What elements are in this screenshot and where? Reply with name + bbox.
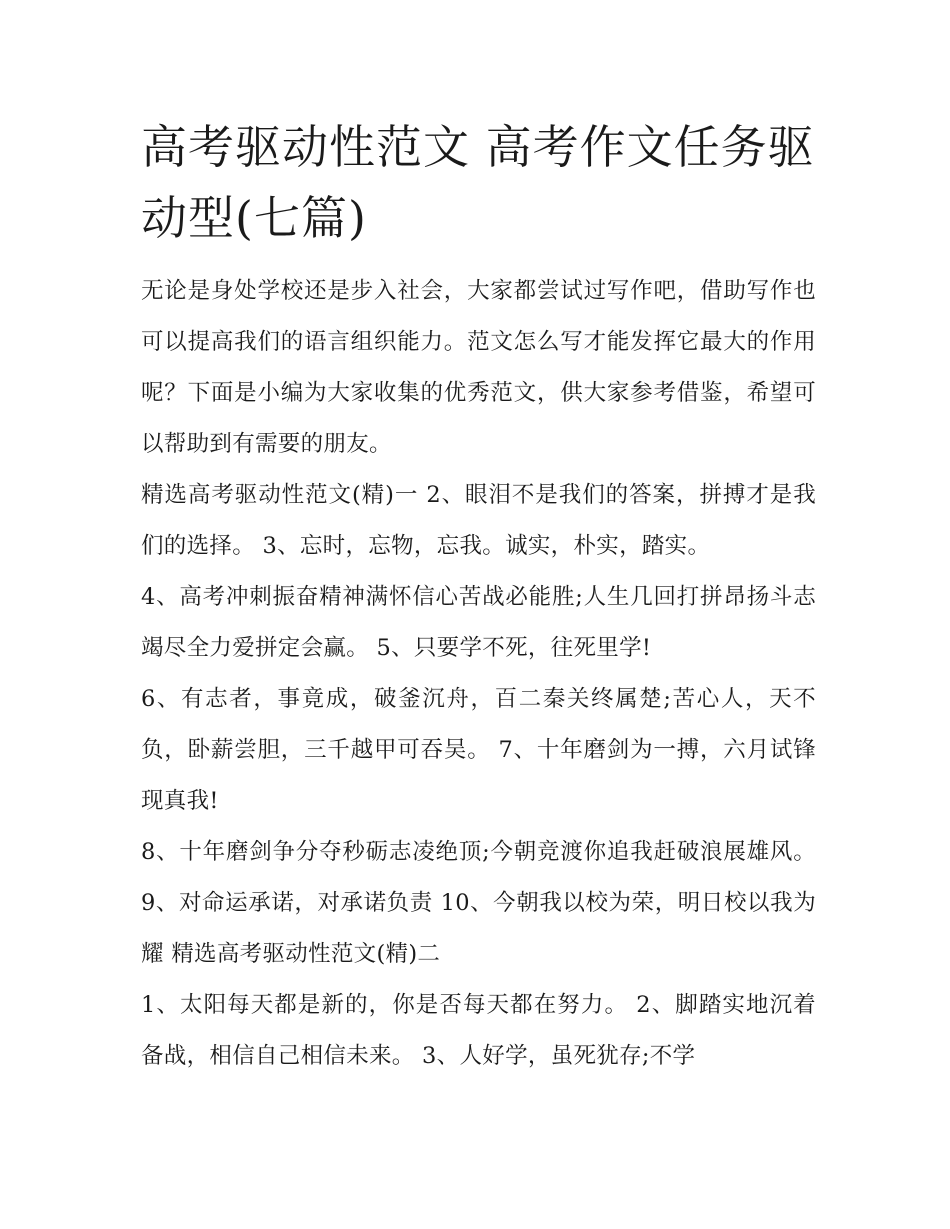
intro-paragraph: 无论是身处学校还是步入社会，大家都尝试过写作吧，借助写作也可以提高我们的语言组织能力。范文怎么写才能发挥它最大的作用呢？下面是小编为大家收集的优秀范文，供大家参考借鉴，希望可以帮助到有需要的朋友。 [141,278,816,457]
body-paragraph: 精选高考驱动性范文(精)一 2、眼泪不是我们的答案，拼搏才是我们的选择。 3、忘时，忘物，忘我。诚实，朴实，踏实。 [141,482,816,559]
document-page [141,112,816,1082]
document-title: 高考驱动性范文 高考作文任务驱动型(七篇) [141,120,815,245]
document-body [141,266,816,1082]
body-paragraph: 6、有志者，事竟成，破釜沉舟，百二秦关终属楚;苦心人，天不负，卧薪尝胆，三千越甲可吞吴。 7、十年磨剑为一搏，六月试锋现真我! [141,686,816,814]
body-paragraph: 1、太阳每天都是新的，你是否每天都在努力。 2、脚踏实地沉着备战，相信自己相信未来。 3、人好学，虽死犹存;不学 [141,992,816,1069]
body-paragraph: 8、十年磨剑争分夺秒砺志凌绝顶;今朝竞渡你追我赶破浪展雄风。 9、对命运承诺，对承诺负责 10、今朝我以校为荣，明日校以我为耀 精选高考驱动性范文(精)二 [141,839,816,967]
body-paragraph: 4、高考冲刺振奋精神满怀信心苦战必能胜;人生几回打拼昂扬斗志竭尽全力爱拼定会赢。 5、只要学不死，往死里学! [141,584,816,661]
